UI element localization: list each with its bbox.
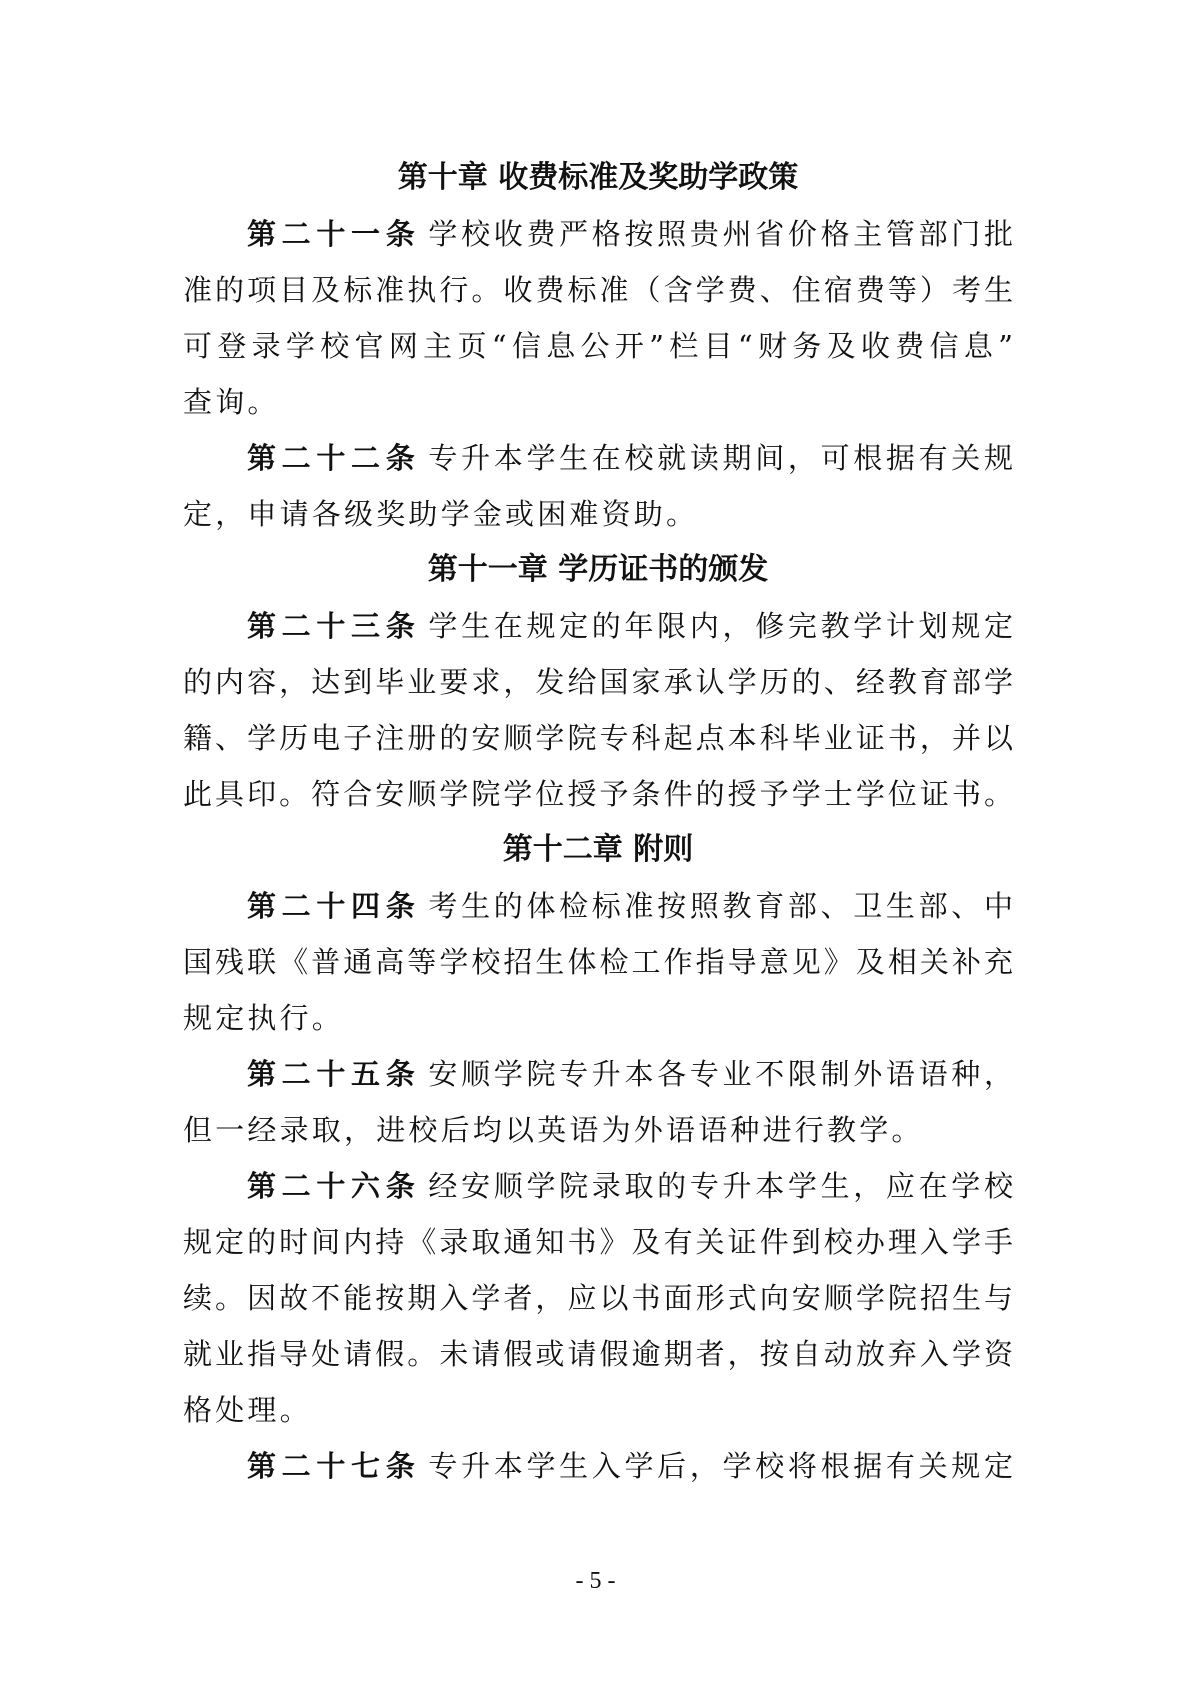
article-label: 第二十三条 [247, 609, 421, 643]
article-label: 第二十七条 [247, 1449, 421, 1483]
article-text: 规定的时间内持《录取通知书》及有关证件到校办理入学手 [183, 1225, 1013, 1259]
page-number: - 5 - [575, 1568, 616, 1594]
article-text: 安顺学院专升本各专业不限制外语语种， [428, 1057, 1013, 1091]
article-27 [183, 1438, 1013, 1494]
article-text: 查询。 [183, 385, 280, 419]
article-text: 定，申请各级奖助学金或困难资助。 [183, 497, 699, 531]
chapter-heading: 第十二章 附则 [502, 832, 694, 867]
article-label: 第二十五条 [247, 1057, 421, 1091]
document-page [183, 150, 1013, 1494]
article-26 [183, 1158, 1013, 1438]
article-text: 准的项目及标准执行。收费标准（含学费、住宿费等）考生 [183, 273, 1013, 307]
article-text: 可登录学校官网主页“信息公开”栏目“财务及收费信息” [183, 329, 1013, 363]
chapter-heading: 第十章 收费标准及奖助学政策 [397, 160, 799, 195]
article-22 [183, 430, 1013, 542]
article-text: 学生在规定的年限内，修完教学计划规定 [428, 609, 1013, 643]
article-label: 第二十四条 [247, 889, 421, 923]
article-21 [183, 206, 1013, 430]
article-text: 但一经录取，进校后均以英语为外语语种进行教学。 [183, 1113, 924, 1147]
article-24 [183, 878, 1013, 1046]
article-text: 就业指导处请假。未请假或请假逾期者，按自动放弃入学资 [183, 1337, 1013, 1371]
article-text: 学校收费严格按照贵州省价格主管部门批 [428, 217, 1013, 251]
article-text: 此具印。符合安顺学院学位授予条件的授予学士学位证书。 [183, 777, 1013, 811]
article-text: 的内容，达到毕业要求，发给国家承认学历的、经教育部学 [183, 665, 1013, 699]
article-23 [183, 598, 1013, 822]
article-text: 专升本学生入学后，学校将根据有关规定 [428, 1449, 1013, 1483]
article-text: 续。因故不能按期入学者，应以书面形式向安顺学院招生与 [183, 1281, 1013, 1315]
article-label: 第二十六条 [247, 1169, 421, 1203]
chapter-heading: 第十一章 学历证书的颁发 [427, 552, 769, 587]
article-text: 国残联《普通高等学校招生体检工作指导意见》及相关补充 [183, 945, 1013, 979]
article-text: 考生的体检标准按照教育部、卫生部、中 [428, 889, 1013, 923]
article-text: 籍、学历电子注册的安顺学院专科起点本科毕业证书，并以 [183, 721, 1013, 755]
article-25 [183, 1046, 1013, 1158]
article-label: 第二十一条 [247, 217, 421, 251]
article-text: 规定执行。 [183, 1001, 345, 1035]
article-text: 专升本学生在校就读期间，可根据有关规 [428, 441, 1013, 475]
article-text: 格处理。 [183, 1393, 312, 1427]
article-label: 第二十二条 [247, 441, 421, 475]
article-text: 经安顺学院录取的专升本学生，应在学校 [428, 1169, 1013, 1203]
